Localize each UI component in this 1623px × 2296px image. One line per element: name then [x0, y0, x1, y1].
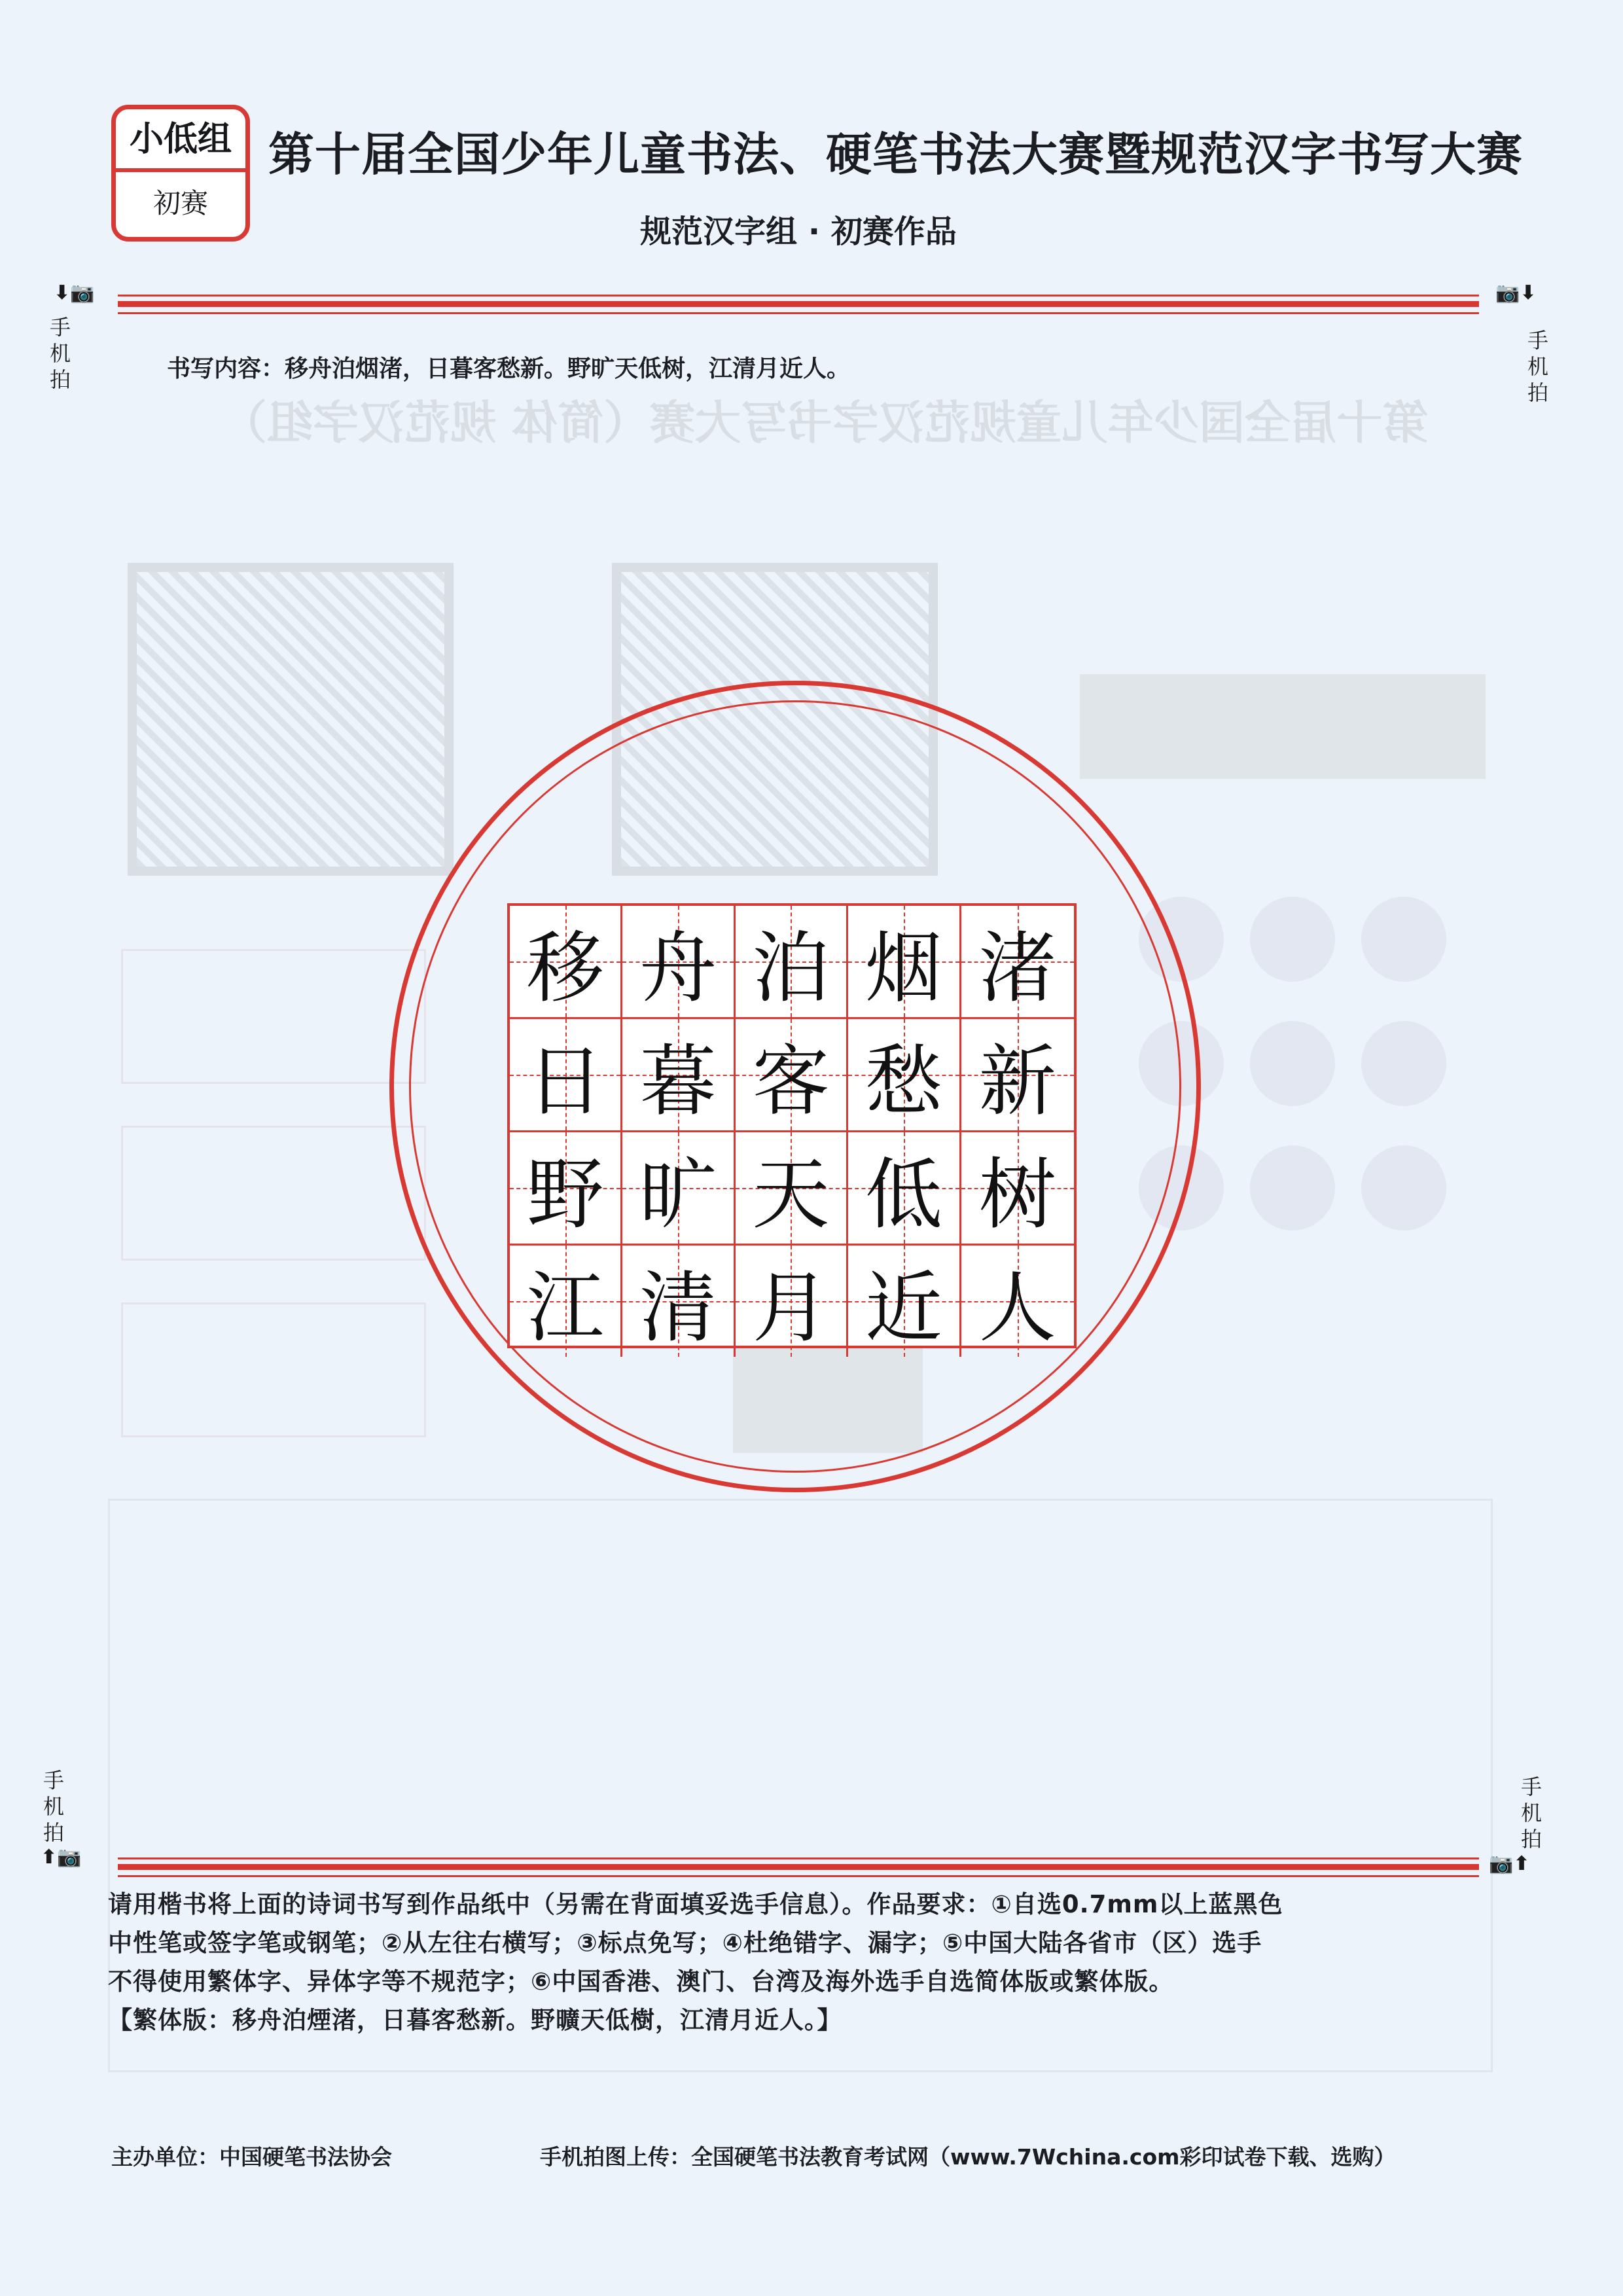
writing-content-prompt: 书写内容：移舟泊烟渚，日暮客愁新。野旷天低树，江清月近人。: [167, 355, 851, 382]
grid-character: 舟: [639, 923, 717, 1013]
organizer-label: 主办单位：中国硬笔书法协会: [111, 2144, 392, 2170]
badge-group-label: 小低组: [116, 109, 245, 172]
grid-character: 日: [526, 1036, 604, 1126]
phone-shoot-label-left-top: 手机拍: [49, 315, 71, 392]
grid-character: 渚: [978, 923, 1056, 1013]
grid-cell: [961, 1246, 1074, 1357]
grid-cell: [848, 1246, 961, 1357]
grid-character: 泊: [752, 923, 830, 1013]
badge-stage-label: 初赛: [152, 187, 208, 219]
grid-character: 月: [752, 1263, 830, 1353]
top-rule-thin: [118, 295, 1479, 296]
reverse-side-photo: [1080, 674, 1486, 779]
grid-cell: [848, 1019, 961, 1132]
reverse-side-bleedthrough-title: 第十届全国少年儿童规范汉字书写大赛（简体 规范汉字组）: [221, 395, 1429, 450]
grid-character: 野: [526, 1149, 604, 1240]
grid-character: 移: [526, 923, 604, 1013]
grid-cell: [510, 1019, 622, 1132]
grid-character: 江: [526, 1263, 604, 1353]
camera-upload-icon: 📷⬆: [1489, 1852, 1530, 1875]
writing-instructions: [108, 1885, 1489, 2039]
top-rule-thick: [118, 301, 1479, 307]
upload-camera-icon: ⬆📷: [41, 1846, 82, 1869]
grid-character: 天: [752, 1149, 830, 1240]
instruction-line: 不得使用繁体字、异体字等不规范字；⑥中国香港、澳门、台湾及海外选手自选简体版或繁体版。: [108, 1967, 1174, 1996]
grid-cell: [510, 1246, 622, 1357]
grid-cell: [736, 1246, 848, 1357]
reverse-side-box: [121, 1126, 426, 1261]
download-camera-icon: ⬇📷: [54, 281, 95, 304]
grid-character: 愁: [865, 1036, 942, 1126]
grid-cell: [961, 906, 1074, 1019]
calligraphy-grid: [507, 903, 1077, 1353]
phone-shoot-label-left-bottom: 手机拍: [43, 1768, 64, 1845]
grid-cell: [736, 1132, 848, 1246]
bottom-rule-thick: [118, 1864, 1479, 1870]
grid-cell: [622, 1132, 735, 1246]
instruction-line: 中性笔或签字笔或钢笔；②从左往右横写；③标点免写；④杜绝错字、漏字；⑤中国大陆各省市（区）选手: [108, 1929, 1262, 1957]
reverse-side-icon: [1361, 897, 1446, 982]
bottom-rule-thin: [118, 1857, 1479, 1859]
grid-cell: [848, 1132, 961, 1246]
grid-character: 清: [639, 1263, 717, 1353]
contest-subtitle: 规范汉字组 · 初赛作品: [640, 213, 957, 250]
grid-character: 烟: [865, 923, 942, 1013]
grid-cell: [622, 1019, 735, 1132]
reverse-side-icon: [1250, 1021, 1335, 1106]
grid-cell: [961, 1019, 1074, 1132]
grid-character: 客: [752, 1036, 830, 1126]
reverse-side-icon: [1250, 897, 1335, 982]
reverse-side-box: [121, 949, 426, 1084]
phone-shoot-label-right-top: 手机拍: [1527, 328, 1548, 405]
top-rule-thin: [118, 312, 1479, 314]
contest-title: 第十届全国少年儿童书法、硬笔书法大赛暨规范汉字书写大赛: [268, 127, 1523, 181]
camera-download-icon: 📷⬇: [1495, 281, 1537, 304]
grid-cell: [622, 1246, 735, 1357]
upload-info: 手机拍图上传：全国硬笔书法教育考试网（www.7Wchina.com彩印试卷下载、选购）: [540, 2144, 1396, 2170]
reverse-side-icon: [1361, 1021, 1446, 1106]
grid-character: 树: [978, 1149, 1056, 1240]
phone-shoot-label-right-bottom: 手机拍: [1520, 1774, 1542, 1852]
grid-character: 暮: [639, 1036, 717, 1126]
instruction-line: 请用楷书将上面的诗词书写到作品纸中（另需在背面填妥选手信息）。作品要求：①自选0.7mm以上蓝黑色: [108, 1890, 1283, 1918]
grid-cell: [961, 1132, 1074, 1246]
traditional-version-line: 【繁体版：移舟泊煙渚，日暮客愁新。野曠天低樹，江清月近人。】: [108, 2006, 842, 2034]
grid-character: 新: [978, 1036, 1056, 1126]
grid-character: 低: [865, 1149, 942, 1240]
bottom-rule-thin: [118, 1875, 1479, 1877]
grid-character: 旷: [639, 1149, 717, 1240]
grid-cell: [736, 906, 848, 1019]
grid-cell: [848, 906, 961, 1019]
grid-cell: [736, 1019, 848, 1132]
grid-cell: [510, 1132, 622, 1246]
reverse-side-box: [121, 1302, 426, 1437]
grid-character: 近: [865, 1263, 942, 1353]
reverse-side-qr-code: [128, 563, 454, 876]
grid-cell: [622, 906, 735, 1019]
reverse-side-icon: [1361, 1145, 1446, 1230]
grid-cell: [510, 906, 622, 1019]
reverse-side-icon: [1250, 1145, 1335, 1230]
grid-character: 人: [978, 1263, 1056, 1353]
